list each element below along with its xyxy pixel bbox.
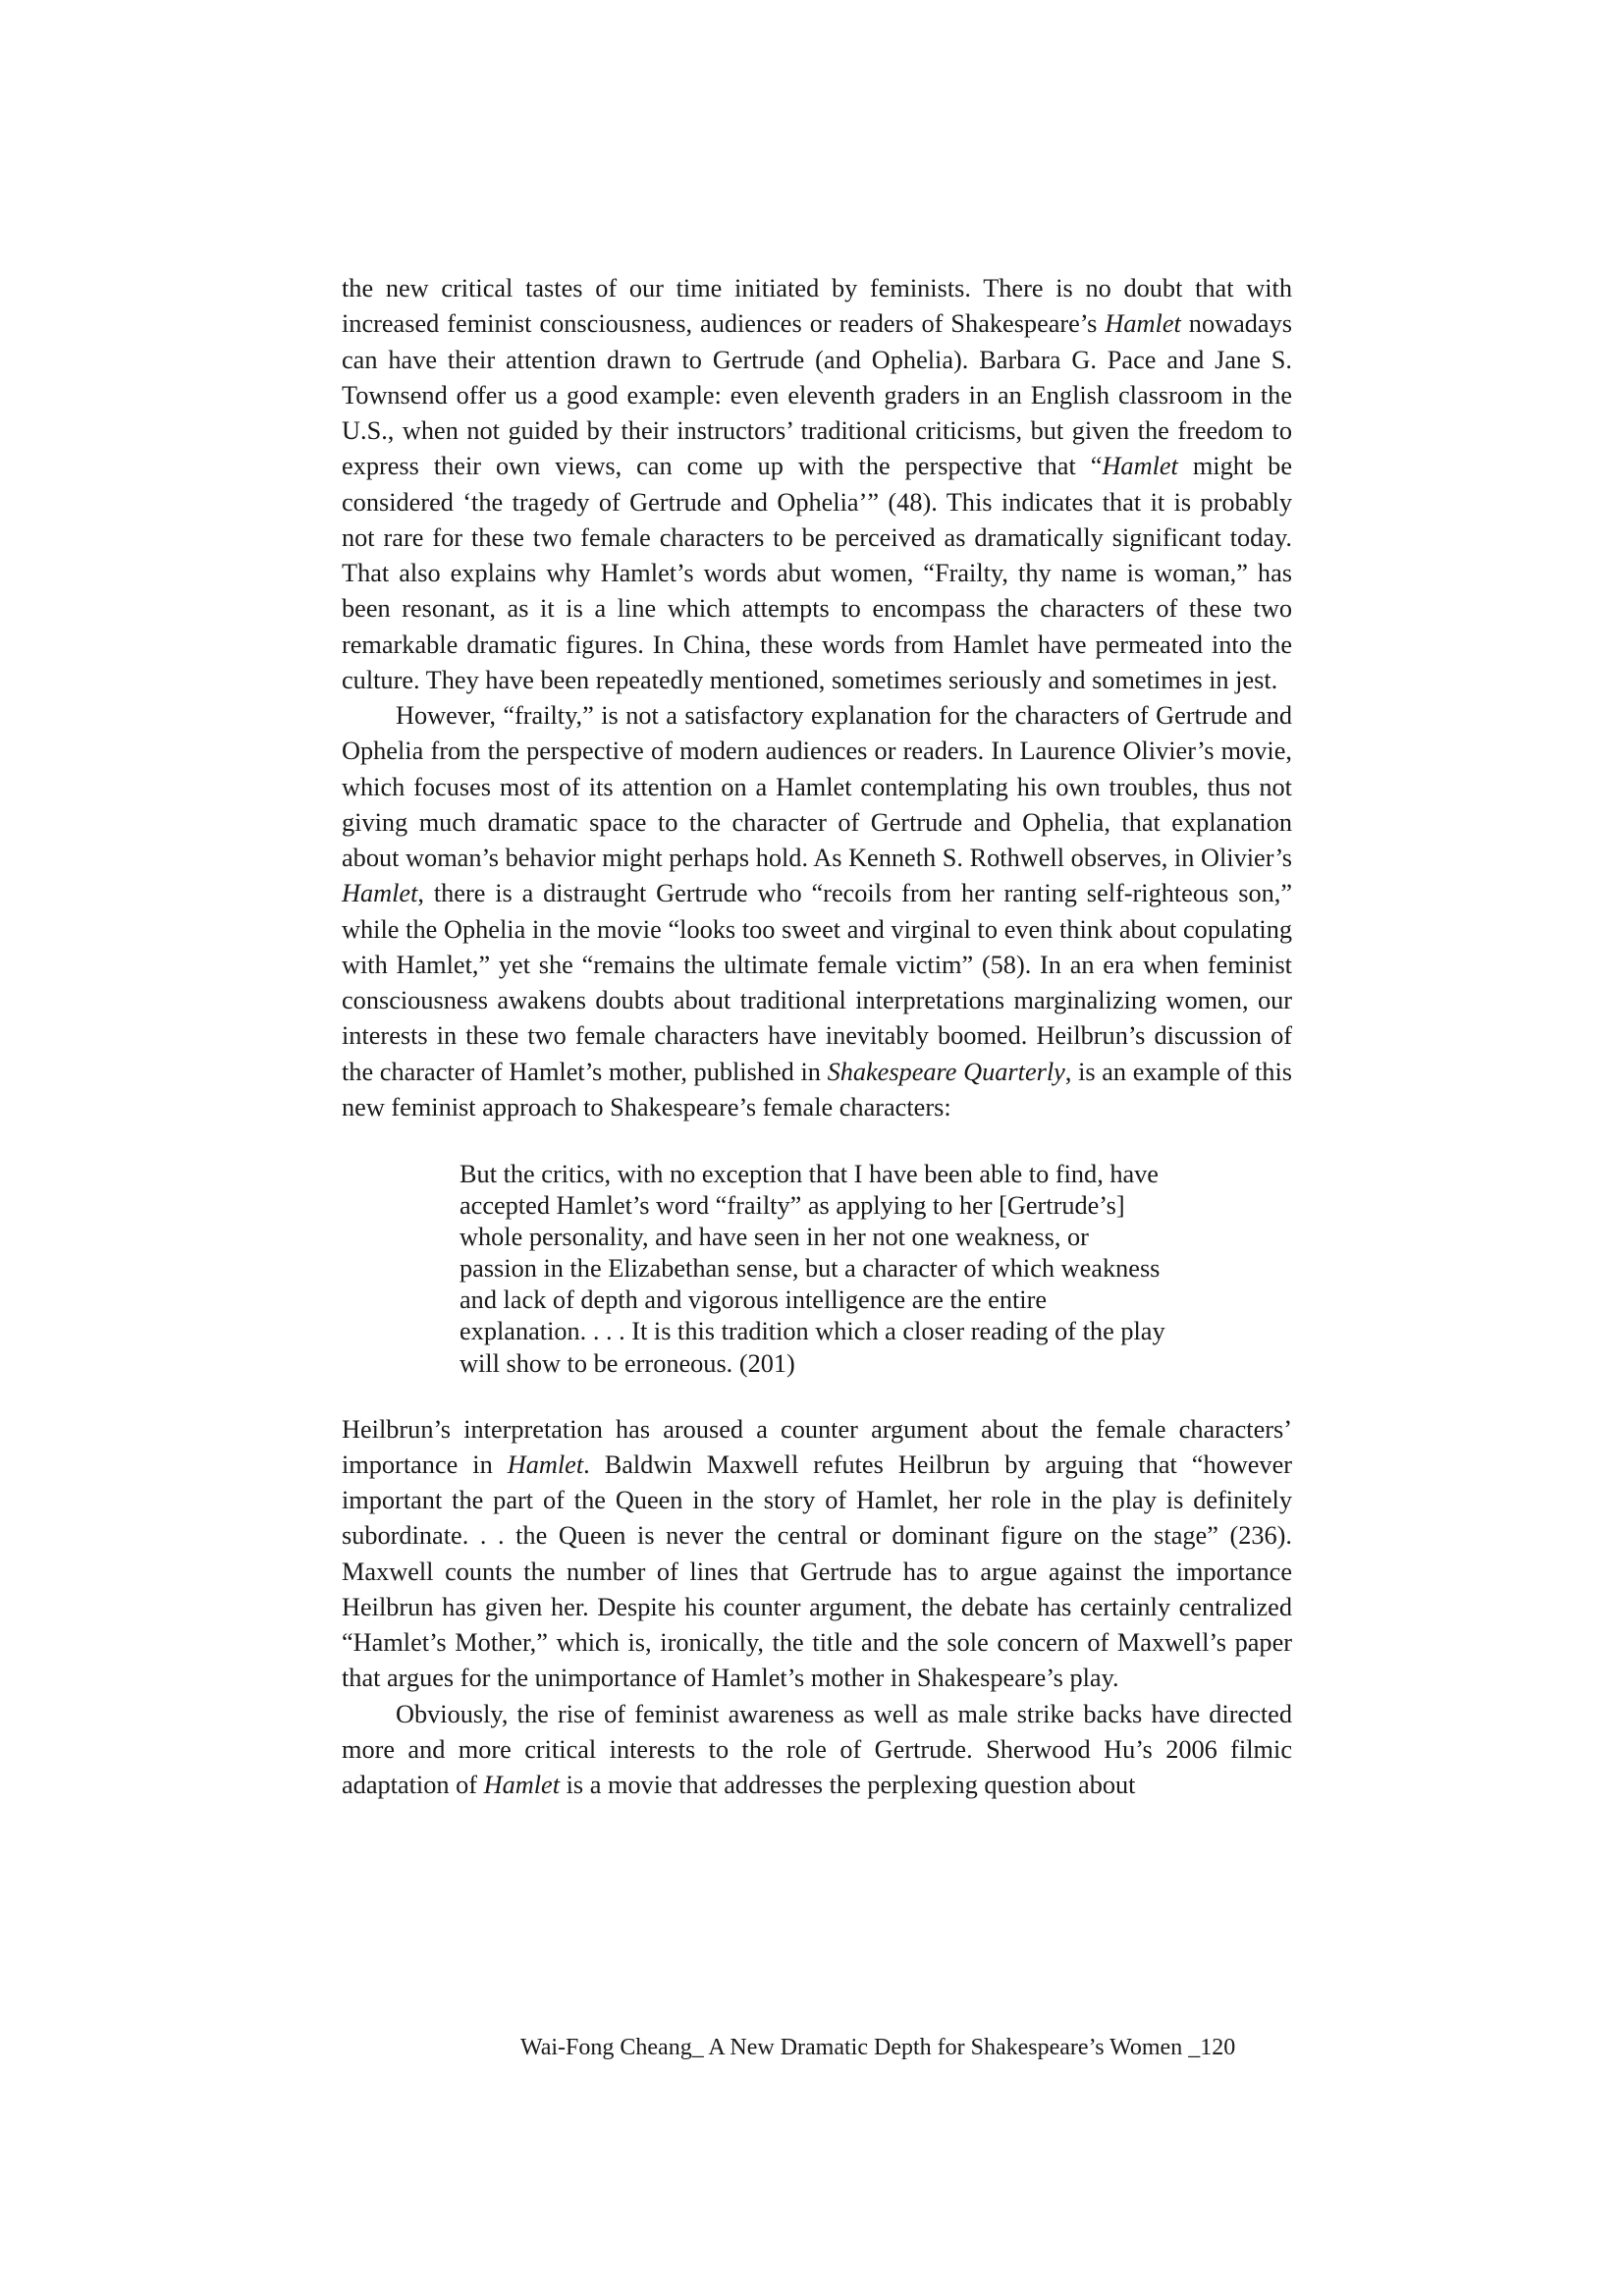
quote-line: whole personality, and have seen in her not one weakness, or <box>460 1223 1089 1252</box>
text-run: . Baldwin Maxwell refutes Heilbrun by arguing that “however important the part of the Queen in the story of Hamlet, her role in the play is definitely subordinate. . . the Queen is never the central or dominant figure on the stage” (236). Maxwell counts the number of lines that Gertrude has to argue against the importance Heilbrun has given her. Despite his counter argument, the debate has certainly centralized “Hamlet’s Mother,” which is, ironically, the title and the sole concern of Maxwell’s paper that argues for the unimportance of Hamlet’s mother in Shakespeare’s play. <box>342 1449 1292 1693</box>
text-run: is a movie that addresses the perplexing question about <box>560 1771 1136 1800</box>
block-quote <box>460 1159 1216 1380</box>
page-body <box>342 271 1292 1803</box>
paragraph-p1 <box>342 271 1292 698</box>
text-run: Obviously, the rise of feminist awareness as well as male strike backs have directed more and more critical interests to the role of Gertrude. Sherwood Hu’s 2006 filmic adaptation of <box>342 1699 1292 1800</box>
body-text-before-quote <box>342 271 1292 1125</box>
italic-title: Hamlet <box>1105 309 1181 339</box>
body-text-after-quote <box>342 1412 1292 1804</box>
italic-title: Hamlet <box>342 879 418 908</box>
paragraph-p3 <box>342 1412 1292 1697</box>
text-run: , there is a distraught Gertrude who “recoils from her ranting self-righteous son,” while the Ophelia in the movie “looks too sweet and virginal to even think about copulating with Hamlet,” yet she “remains the ultimate female victim” (58). In an era when feminist consciousness awakens doubts about traditional interpretations marginalizing women, our interests in these two female characters have inevitably boomed. Heilbrun’s discussion of the character of Hamlet’s mother, published in <box>342 879 1292 1086</box>
quote-line: accepted Hamlet’s word “frailty” as applying to her [Gertrude’s] <box>460 1191 1125 1221</box>
page-footer: Wai-Fong Cheang_ A New Dramatic Depth for Shakespeare’s Women _120 <box>520 2035 1236 2060</box>
quote-line: and lack of depth and vigorous intelligence are the entire <box>460 1285 1048 1315</box>
italic-title: Hamlet <box>483 1771 561 1800</box>
quote-line: explanation. . . . It is this tradition which a closer reading of the play <box>460 1317 1165 1346</box>
paragraph-p4 <box>342 1697 1292 1804</box>
italic-title: Hamlet <box>1102 452 1178 481</box>
italic-title: Shakespeare Quarterly <box>827 1057 1065 1086</box>
italic-title: Hamlet <box>507 1449 584 1479</box>
text-run: the new critical tastes of our time initiated by feminists. There is no doubt that with increased feminist consciousness, audiences or readers of Shakespeare’s <box>342 274 1292 339</box>
quote-line: passion in the Elizabethan sense, but a character of which weakness <box>460 1254 1161 1284</box>
text-run: nowadays can have their attention drawn to Gertrude (and Ophelia). Barbara G. Pace and Jane S. Townsend offer us a good example: even eleventh graders in an English classroom in the U.S., when not guided by their instructors’ traditional criticisms, but given the freedom to express their own views, can come up with the perspective that “ <box>342 309 1292 481</box>
text-run: Heilbrun’s interpretation has aroused a counter argument about the female characters’ importance in <box>342 1414 1292 1479</box>
text-run: However, “frailty,” is not a satisfactory explanation for the characters of Gertrude and Ophelia from the perspective of modern audiences or readers. In Laurence Olivier’s movie, which focuses most of its attention on a Hamlet contemplating his own troubles, thus not giving much dramatic space to the character of Gertrude and Ophelia, that explanation about woman’s behavior might perhaps hold. As Kenneth S. Rothwell observes, in Olivier’s <box>342 701 1292 872</box>
quote-line: will show to be erroneous. (201) <box>460 1348 795 1378</box>
text-run: , is an example of this new feminist approach to Shakespeare’s female characters: <box>342 1057 1292 1121</box>
text-run: might be considered ‘the tragedy of Gertrude and Ophelia’” (48). This indicates that it is probably not rare for these two female characters to be perceived as dramatically significant today. That also explains why Hamlet’s words abut women, “Frailty, thy name is woman,” has been resonant, as it is a line which attempts to encompass the characters of these two remarkable dramatic figures. In China, these words from Hamlet have permeated into the culture. They have been repeatedly mentioned, sometimes seriously and sometimes in jest. <box>342 452 1292 694</box>
paragraph-p2 <box>342 698 1292 1125</box>
quote-line: But the critics, with no exception that I have been able to find, have <box>460 1160 1159 1188</box>
